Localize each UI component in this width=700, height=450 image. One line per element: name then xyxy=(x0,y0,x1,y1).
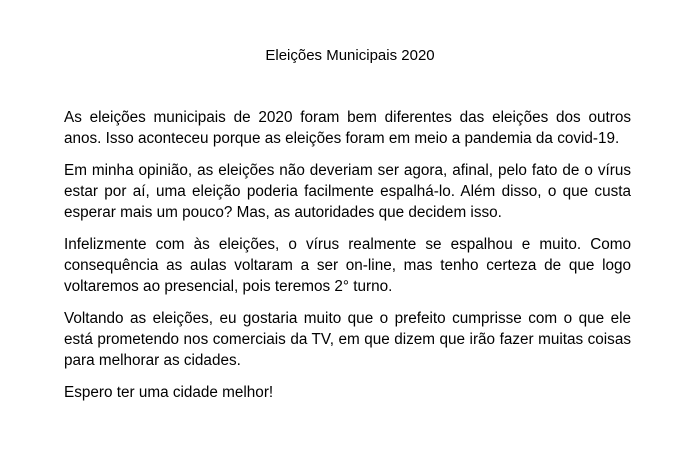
paragraph-4: Voltando as eleições, eu gostaria muito que o prefeito cumprisse com o que ele está prometendo nos comerciais da TV, em que dizem que irão fazer muitas coisas para melhorar as cidades. xyxy=(64,310,631,369)
document-body xyxy=(64,107,631,414)
paragraph-5: Espero ter uma cidade melhor! xyxy=(64,384,274,401)
paragraph-3: Infelizmente com às eleições, o vírus realmente se espalhou e muito. Como consequência as aulas voltaram a ser on-line, mas tenho certeza de que logo voltaremos ao presencial, pois teremos 2° turno. xyxy=(64,236,631,295)
paragraph-1: As eleições municipais de 2020 foram bem diferentes das eleições dos outros anos. Isso aconteceu porque as eleições foram em meio a pandemia da covid-19. xyxy=(64,109,631,147)
paragraph-2: Em minha opinião, as eleições não deveriam ser agora, afinal, pelo fato de o vírus estar por aí, uma eleição poderia facilmente espalhá-lo. Além disso, o que custa esperar mais um pouco? Mas, as autoridades que decidem isso. xyxy=(64,162,631,221)
document-title: Eleições Municipais 2020 xyxy=(265,47,435,64)
